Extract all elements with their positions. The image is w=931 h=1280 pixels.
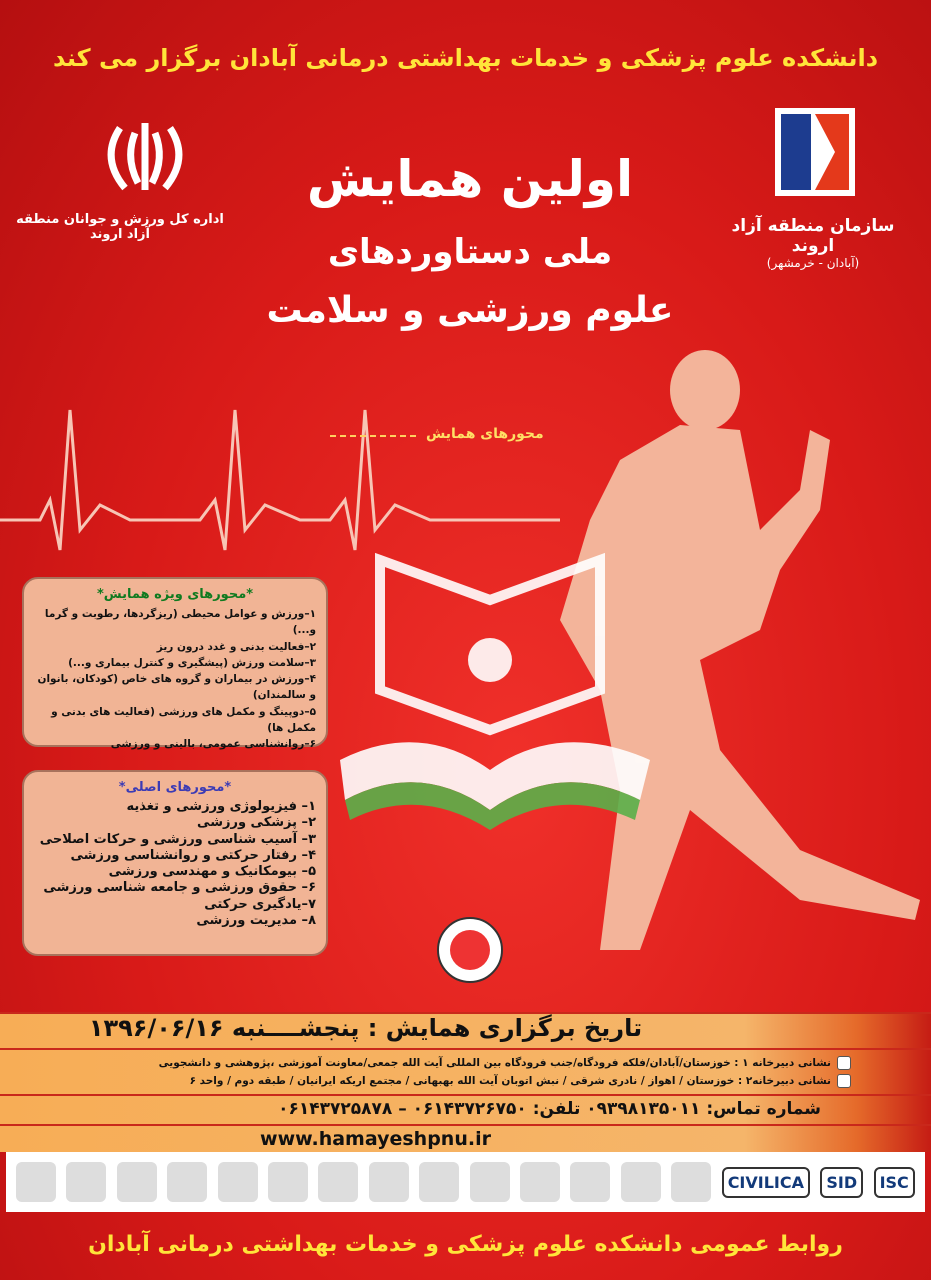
list-item: ۲–فعالیت بدنی و غدد درون ریز — [156, 640, 316, 653]
conference-axes-label: محورهای همایش — [426, 426, 544, 442]
title-line-2: ملی دستاوردهای — [327, 232, 613, 272]
sponsor-logo — [621, 1162, 661, 1202]
list-item: ۶– حقوق ورزشی و جامعه شناسی ورزشی — [43, 880, 316, 896]
list-item: ۵– بیومکانیک و مهندسی ورزشی — [108, 864, 316, 879]
runner-silhouette — [560, 350, 920, 950]
list-item: ۶–روانشناسی عمومی، بالینی و ورزشی — [110, 738, 316, 751]
main-axes-box — [22, 770, 328, 956]
main-axes-heading: *محورهای اصلی* — [118, 780, 232, 795]
secretariat-1-icon — [837, 1056, 851, 1070]
list-item: ۱–ورزش و عوامل محیطی (ریزگردها، رطوبت و گرما و...) — [44, 608, 316, 637]
sponsor-logo — [16, 1162, 56, 1202]
address-1: نشانی دبیرخانه ۱ : خوزستان/آبادان/فلکه فرودگاه/جنب فرودگاه بین المللی آیت الله جمعی/معاونت آموزشی ،پژوهشی و دانشجویی — [158, 1057, 831, 1069]
sponsor-logo — [369, 1162, 409, 1202]
right-organization — [713, 216, 913, 270]
sponsor-logos-strip — [6, 1152, 925, 1212]
list-item: ۳–سلامت ورزش (پیشگیری و کنترل بیماری و...) — [68, 656, 316, 669]
sid-logo: SID — [820, 1167, 863, 1198]
secretariat-2-icon — [837, 1074, 851, 1088]
title-line-3: علوم ورزشی و سلامت — [266, 290, 674, 331]
sponsor-logo — [218, 1162, 258, 1202]
iran-emblem-icon — [100, 118, 190, 198]
sponsor-logo — [570, 1162, 610, 1202]
sponsor-logo — [117, 1162, 157, 1202]
special-axes-heading: *محورهای ویژه همایش* — [96, 587, 254, 602]
title-line-1: اولین همایش — [306, 150, 634, 208]
right-org-sub: (آبادان - خرمشهر) — [766, 256, 860, 270]
sponsor-logo — [268, 1162, 308, 1202]
conference-seal — [435, 915, 505, 985]
isc-logo: ISC — [874, 1167, 915, 1198]
organizer-title: دانشکده علوم پزشکی و خدمات بهداشتی درمانی آبادان برگزار می کند — [52, 44, 879, 72]
sponsor-logo — [520, 1162, 560, 1202]
contact-phone: شماره تماس: ۰۹۳۹۸۱۳۵۰۱۱ تلفن: ۰۶۱۴۳۷۲۶۷۵۰ – ۰۶۱۴۳۷۲۵۸۷۸ — [0, 1094, 931, 1124]
list-item: ۳– آسیب شناسی ورزشی و حرکات اصلاحی — [39, 831, 316, 847]
sponsor-logo — [318, 1162, 358, 1202]
right-org-name: سازمان منطقه آزاد اروند — [731, 216, 895, 256]
website-link[interactable]: www.hamayeshpnu.ir — [0, 1124, 931, 1152]
list-item: ۸– مدیریت ورزشی — [196, 912, 316, 928]
sponsor-logo — [167, 1162, 207, 1202]
sponsor-logo — [66, 1162, 106, 1202]
sponsor-logo — [419, 1162, 459, 1202]
list-item: ۴–ورزش در بیماران و گروه های خاص (کودکان، بانوان و سالمندان) — [37, 673, 316, 702]
list-item: ۷–یادگیری حرکتی — [204, 896, 316, 912]
addresses — [0, 1048, 931, 1094]
civilica-logo: CIVILICA — [722, 1167, 810, 1198]
arvand-free-zone-logo — [775, 108, 855, 196]
left-organization: اداره کل ورزش و جوانان منطقه آزاد اروند — [16, 212, 224, 242]
address-2: نشانی دبیرخانه۲ : خوزستان / اهواز / نادری شرقی / نبش اتوبان آیت الله بهبهانی / مجتمع اریکه ایرانیان / طبقه دوم / واحد ۶ — [189, 1075, 831, 1087]
list-item: ۱– فیزیولوژی ورزشی و تغذیه — [126, 799, 316, 814]
sponsor-logo — [671, 1162, 711, 1202]
list-item: ۵–دوپینگ و مکمل های ورزشی (فعالیت های بدنی و مکمل ها) — [51, 705, 316, 734]
sponsor-logo — [470, 1162, 510, 1202]
special-axes-box — [22, 577, 328, 751]
list-item: ۴– رفتار حرکتی و روانشناسی ورزشی — [70, 847, 316, 863]
list-item: ۲– پزشکی ورزشی — [197, 815, 316, 831]
event-date: تاریخ برگزاری همایش : پنجشــــنبه ۱۳۹۶/۰۶/۱۶ — [0, 1012, 931, 1048]
footer-public-relations: روابط عمومی دانشکده علوم پزشکی و خدمات بهداشتی درمانی آبادان — [88, 1232, 843, 1257]
